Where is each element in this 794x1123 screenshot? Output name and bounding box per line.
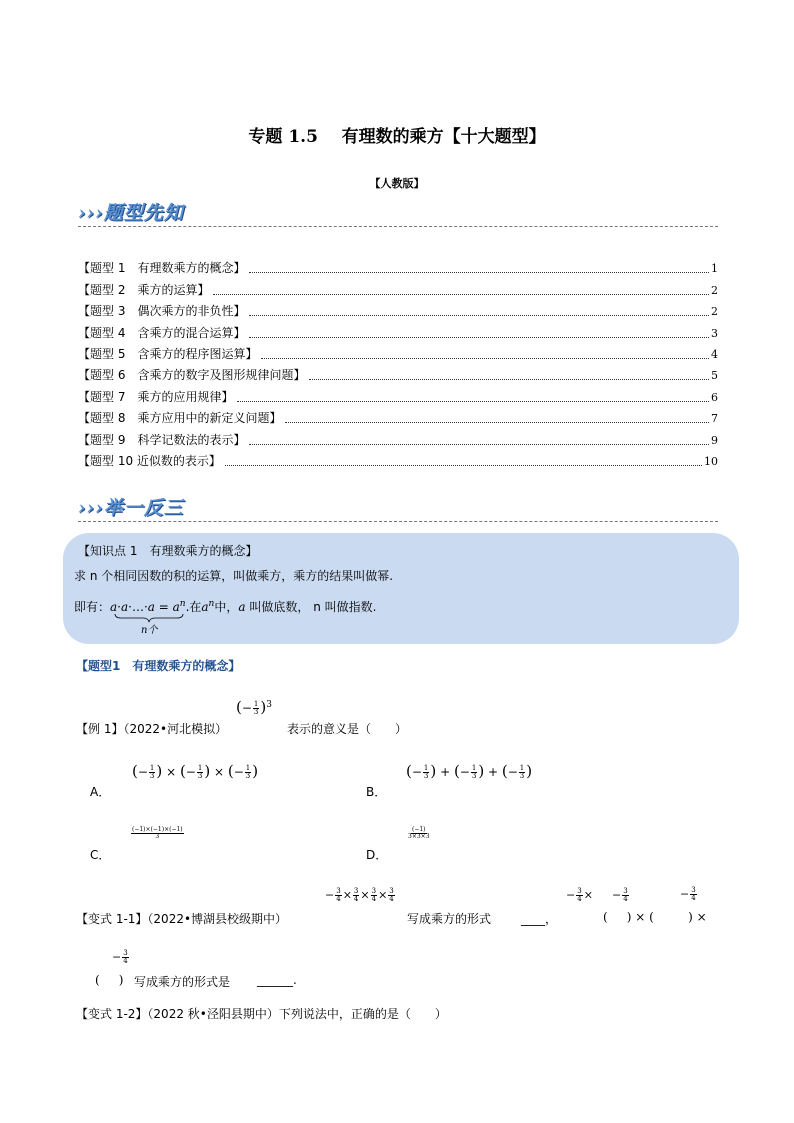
page-title <box>0 122 794 147</box>
answer-blank[interactable]: ____， <box>521 912 558 926</box>
practice-banner: ›››举一反三 <box>78 497 184 519</box>
option-c-expression[interactable]: $\frac{(-1)\times(-1)\times(-1)}{3}$ <box>132 826 183 840</box>
edition-label: 【人教版】 <box>369 177 425 190</box>
knowledge-heading: 【知识点 1 有理数乘方的概念】 <box>78 544 258 558</box>
option-a-label[interactable]: A． <box>90 785 111 799</box>
option-a-expression[interactable]: (− $\frac{1}{3}$ ) × (− $\frac{1}{3}$ ) × (− $\frac{1}{3}$ ) <box>132 762 259 780</box>
title-number: 1.5 <box>288 127 318 147</box>
option-d-expression[interactable]: $\frac{(-1)}{3\times 3\times 3}$ <box>408 826 430 840</box>
product-expression: a·a·…·a <box>110 600 155 614</box>
overview-banner: ›››题型先知 <box>78 202 184 224</box>
toc-item[interactable]: 【题型 10 近似数的表示】 10 <box>78 453 718 468</box>
example-expression: (− $\frac{1}{3}$ )$^3$ <box>236 698 272 716</box>
answer-blank-2[interactable]: ______. <box>257 973 297 987</box>
divider-rule <box>78 521 718 522</box>
variant-source: （2022•博湖县校级期中） <box>147 912 288 926</box>
example-1 <box>76 720 227 737</box>
variant-source: （2022 秋•泾阳县期中） <box>147 1007 279 1021</box>
variant-parens-2: ( ) <box>95 973 124 987</box>
example-question: 表示的意义是（ ） <box>287 722 408 736</box>
variant-1-1 <box>76 910 287 927</box>
toc-item[interactable]: 【题型 9 科学记数法的表示】 9 <box>78 432 718 447</box>
variant-product-expression: − $\frac{3}{4}$ × $\frac{3}{4}$ × $\frac{3}{4}$ × $\frac{3}{4}$ <box>325 887 394 903</box>
variant-text: 下列说法中，正确的是（ ） <box>278 1007 447 1021</box>
title-main: 有理数的乘方【十大题型】 <box>341 127 546 147</box>
example-label: 【例 1】 <box>76 722 124 736</box>
divider-rule <box>78 226 718 227</box>
section-heading: 【题型1 有理数乘方的概念】 <box>76 659 241 673</box>
toc-item[interactable]: 【题型 6 含乘方的数字及图形规律问题】 5 <box>78 368 718 383</box>
variant-frac-4: − $\frac{3}{4}$ <box>112 949 128 965</box>
variant-parens-row: ( ) × ( ) × <box>603 910 707 924</box>
toc-item[interactable]: 【题型 1 有理数乘方的概念】 1 <box>78 261 718 276</box>
toc-item[interactable]: 【题型 8 乘方应用中的新定义问题】 7 <box>78 411 718 426</box>
variant-text-2: 写成乘方的形式是 <box>134 975 231 989</box>
variant-frac-2: − $\frac{3}{4}$ <box>612 887 628 903</box>
knowledge-definition: 求 n 个相同因数的积的运算，叫做乘方，乘方的结果叫做幂. <box>74 569 394 583</box>
knowledge-formula: 即有：a·a·…·a = $a^n$.在$a^n$中，a 叫做底数， n 叫做指数. <box>74 599 377 614</box>
underbrace-label: n个 <box>141 625 158 636</box>
toc-item[interactable]: 【题型 5 含乘方的程序图运算】 4 <box>78 346 718 361</box>
variant-label: 【变式 1-1】 <box>76 912 148 926</box>
variant-label: 【变式 1-2】 <box>76 1007 148 1021</box>
title-prefix: 专题 <box>248 127 283 147</box>
option-b-label[interactable]: B． <box>366 785 387 799</box>
toc-item[interactable]: 【题型 4 含乘方的混合运算】 3 <box>78 325 718 340</box>
toc-item[interactable]: 【题型 3 偶次乘方的非负性】 2 <box>78 304 718 319</box>
toc-item[interactable]: 【题型 7 乘方的应用规律】 6 <box>78 389 718 404</box>
variant-text: 写成乘方的形式 <box>407 912 492 926</box>
toc-item[interactable]: 【题型 2 乘方的运算】 2 <box>78 282 718 297</box>
option-c-label[interactable]: C． <box>90 848 111 862</box>
underbrace-icon <box>113 613 185 623</box>
variant-1-2 <box>76 1005 447 1022</box>
example-source: （2022•河北模拟） <box>123 722 228 736</box>
variant-frac-1: − $\frac{3}{4}$ × <box>566 887 593 903</box>
variant-frac-3: − $\frac{3}{4}$ <box>680 886 696 902</box>
option-d-label[interactable]: D． <box>366 848 388 862</box>
option-b-expression[interactable]: (− $\frac{1}{3}$ ) + (− $\frac{1}{3}$ ) + (− $\frac{1}{3}$ ) <box>406 762 533 780</box>
table-of-contents <box>78 258 718 472</box>
